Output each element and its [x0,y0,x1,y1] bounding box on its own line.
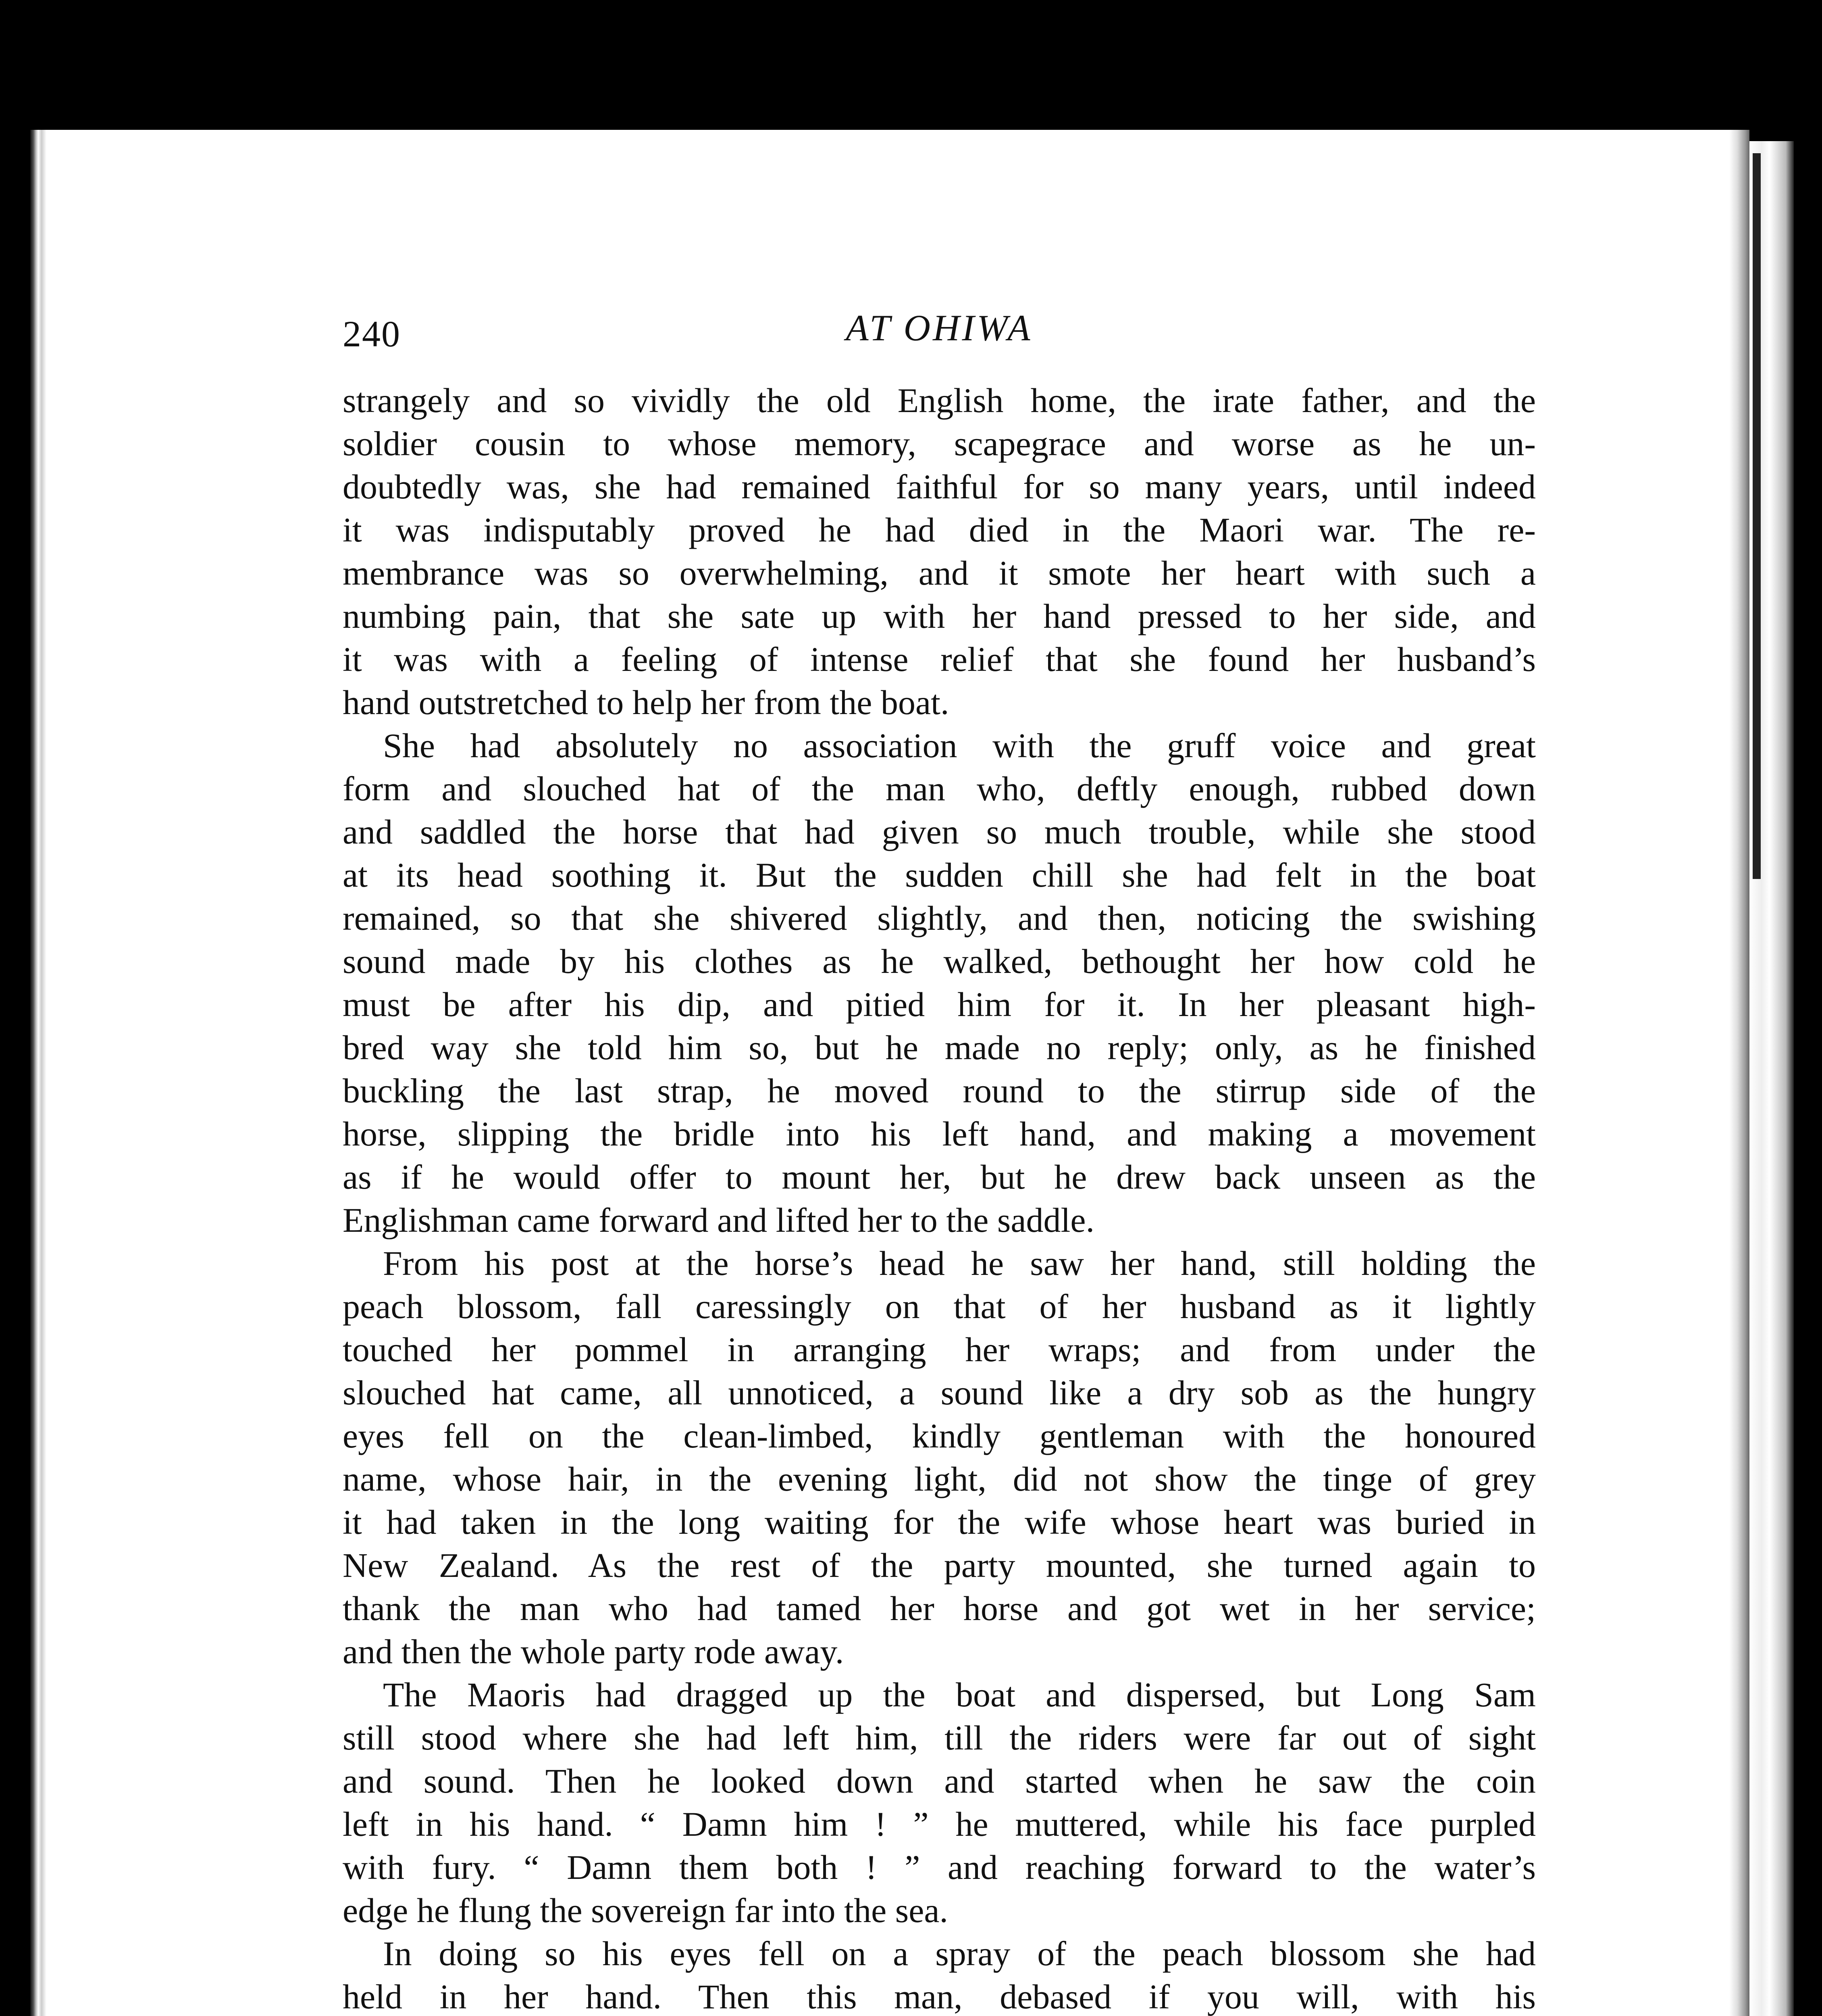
text-line: The Maoris had dragged up the boat and dispersed, but Long Sam [383,1675,1536,1714]
text-line: it was indisputably proved he had died in the Maori war. The re- [343,510,1536,549]
text-line: membrance was so overwhelming, and it smote her heart with such a [343,554,1536,592]
body-text [343,379,1536,2016]
text-line: She had absolutely no association with the gruff voice and great [383,726,1536,765]
text-line: with fury. “ Damn them both ! ” and reaching forward to the water’s [343,1848,1536,1887]
text-line: name, whose hair, in the evening light, did not show the tinge of grey [343,1460,1536,1498]
text-line: numbing pain, that she sate up with her hand pressed to her side, and [343,597,1536,635]
text-line: buckling the last strap, he moved round to the stirrup side of the [343,1071,1536,1110]
text-line: as if he would offer to mount her, but he drew back unseen as the [343,1158,1536,1196]
text-line: peach blossom, fall caressingly on that of her husband as it lightly [343,1287,1536,1326]
text-line: edge he flung the sovereign far into the sea. [343,1891,948,1930]
page-gutter [30,130,46,2016]
text-line: and sound. Then he looked down and started when he saw the coin [343,1762,1536,1800]
binding-shadow [1753,153,1761,879]
text-line: hand outstretched to help her from the boat. [343,683,949,722]
text-line: doubtedly was, she had remained faithful for so many years, until indeed [343,467,1536,506]
text-line: slouched hat came, all unnoticed, a sound like a dry sob as the hungry [343,1373,1536,1412]
text-line: held in her hand. Then this man, debased if you will, with his [343,1977,1536,2016]
text-line: and then the whole party rode away. [343,1632,844,1671]
text-line: at its head soothing it. But the sudden chill she had felt in the boat [343,856,1536,894]
text-line: it was with a feeling of intense relief that she found her husband’s [343,640,1536,679]
facing-page-edge [1749,141,1794,2016]
text-line: left in his hand. “ Damn him ! ” he muttered, while his face purpled [343,1805,1536,1843]
text-line: Englishman came forward and lifted her to the saddle. [343,1201,1095,1239]
text-line: New Zealand. As the rest of the party mounted, she turned again to [343,1546,1536,1585]
page-number: 240 [343,313,401,354]
running-title: AT OHIWA [846,307,1033,348]
text-line: eyes fell on the clean-limbed, kindly gentleman with the honoured [343,1416,1536,1455]
page-header [343,306,1536,355]
text-line: touched her pommel in arranging her wraps; and from under the [343,1330,1536,1369]
text-line: From his post at the horse’s head he saw her hand, still holding the [383,1244,1536,1283]
text-line: In doing so his eyes fell on a spray of the peach blossom she had [383,1934,1536,1973]
text-line: still stood where she had left him, till the riders were far out of sight [343,1718,1536,1757]
text-line: remained, so that she shivered slightly, and then, noticing the swishing [343,899,1536,937]
text-line: must be after his dip, and pitied him for it. In her pleasant high- [343,985,1536,1024]
text-line: horse, slipping the bridle into his left hand, and making a movement [343,1114,1536,1153]
text-line: bred way she told him so, but he made no reply; only, as he finished [343,1028,1536,1067]
text-line: and saddled the horse that had given so much trouble, while she stood [343,812,1536,851]
text-line: sound made by his clothes as he walked, bethought her how cold he [343,942,1536,981]
text-line: form and slouched hat of the man who, deftly enough, rubbed down [343,769,1536,808]
text-line: strangely and so vividly the old English home, the irate father, and the [343,381,1536,420]
text-line: it had taken in the long waiting for the wife whose heart was buried in [343,1503,1536,1541]
text-line: thank the man who had tamed her horse and got wet in her service; [343,1589,1536,1628]
text-line: soldier cousin to whose memory, scapegrace and worse as he un- [343,424,1536,463]
page-edge-shadow [1729,130,1749,2016]
